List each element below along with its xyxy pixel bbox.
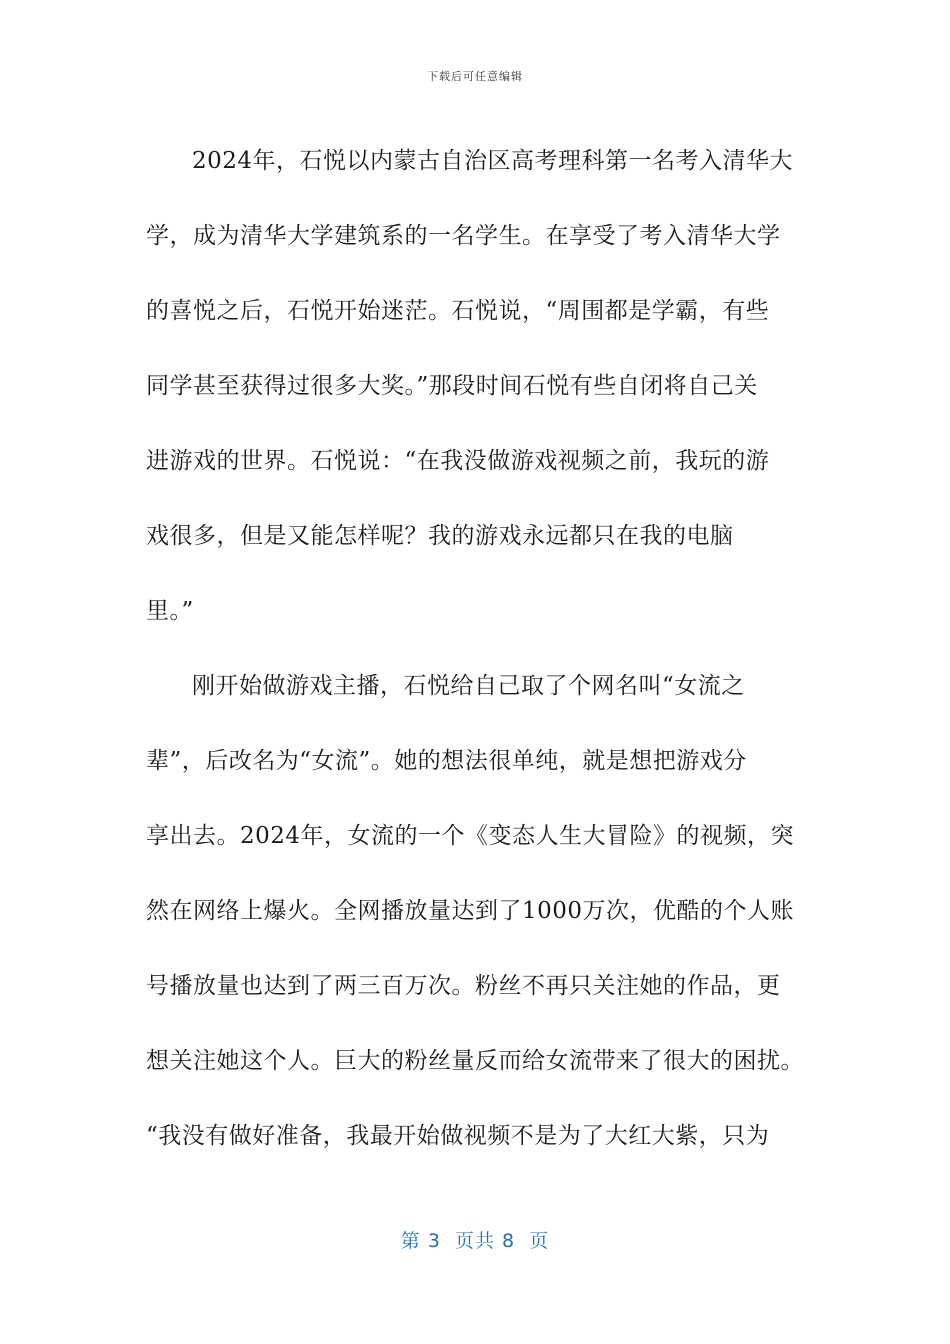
paragraph-2-line-3: 享出去。2024年，女流的一个《变态人生大冒险》的视频，突 <box>146 823 795 849</box>
paragraph-1-line-4: 同学甚至获得过很多大奖。”那段时间石悦有些自闭将自己关 <box>146 373 758 399</box>
paragraph-2-line-7: “我没有做好准备，我最开始做视频不是为了大红大紫，只为 <box>146 1123 770 1149</box>
paragraph-2-line-6: 想关注她这个人。巨大的粉丝量反而给女流带来了很大的困扰。 <box>146 1048 804 1074</box>
paragraph-2-line-2: 辈”，后改名为“女流”。她的想法很单纯，就是想把游戏分 <box>146 748 747 774</box>
paragraph-2-line-4: 然在网络上爆火。全网播放量达到了1000万次，优酷的个人账 <box>146 898 795 924</box>
paragraph-1-line-2: 学，成为清华大学建筑系的一名学生。在享受了考入清华大学 <box>146 223 781 249</box>
paragraph-1-line-3: 的喜悦之后，石悦开始迷茫。石悦说，“周围都是学霸，有些 <box>146 298 770 324</box>
paragraph-1-line-1: 2024年，石悦以内蒙古自治区高考理科第一名考入清华大 <box>192 148 794 174</box>
page-header: 下载后可任意编辑 <box>427 70 523 83</box>
document-body <box>146 124 806 1174</box>
page-footer: 第 3 页共 8 页 <box>400 1230 550 1252</box>
paragraph-2-line-5: 号播放量也达到了两三百万次。粉丝不再只关注她的作品，更 <box>146 973 781 999</box>
paragraph-1-line-5: 进游戏的世界。石悦说：“在我没做游戏视频之前，我玩的游 <box>146 448 770 474</box>
paragraph-1-line-6: 戏很多，但是又能怎样呢？我的游戏永远都只在我的电脑 <box>146 523 734 549</box>
paragraph-2-line-1: 刚开始做游戏主播，石悦给自己取了个网名叫“女流之 <box>192 673 745 699</box>
paragraph-1-line-7: 里。” <box>146 598 194 624</box>
